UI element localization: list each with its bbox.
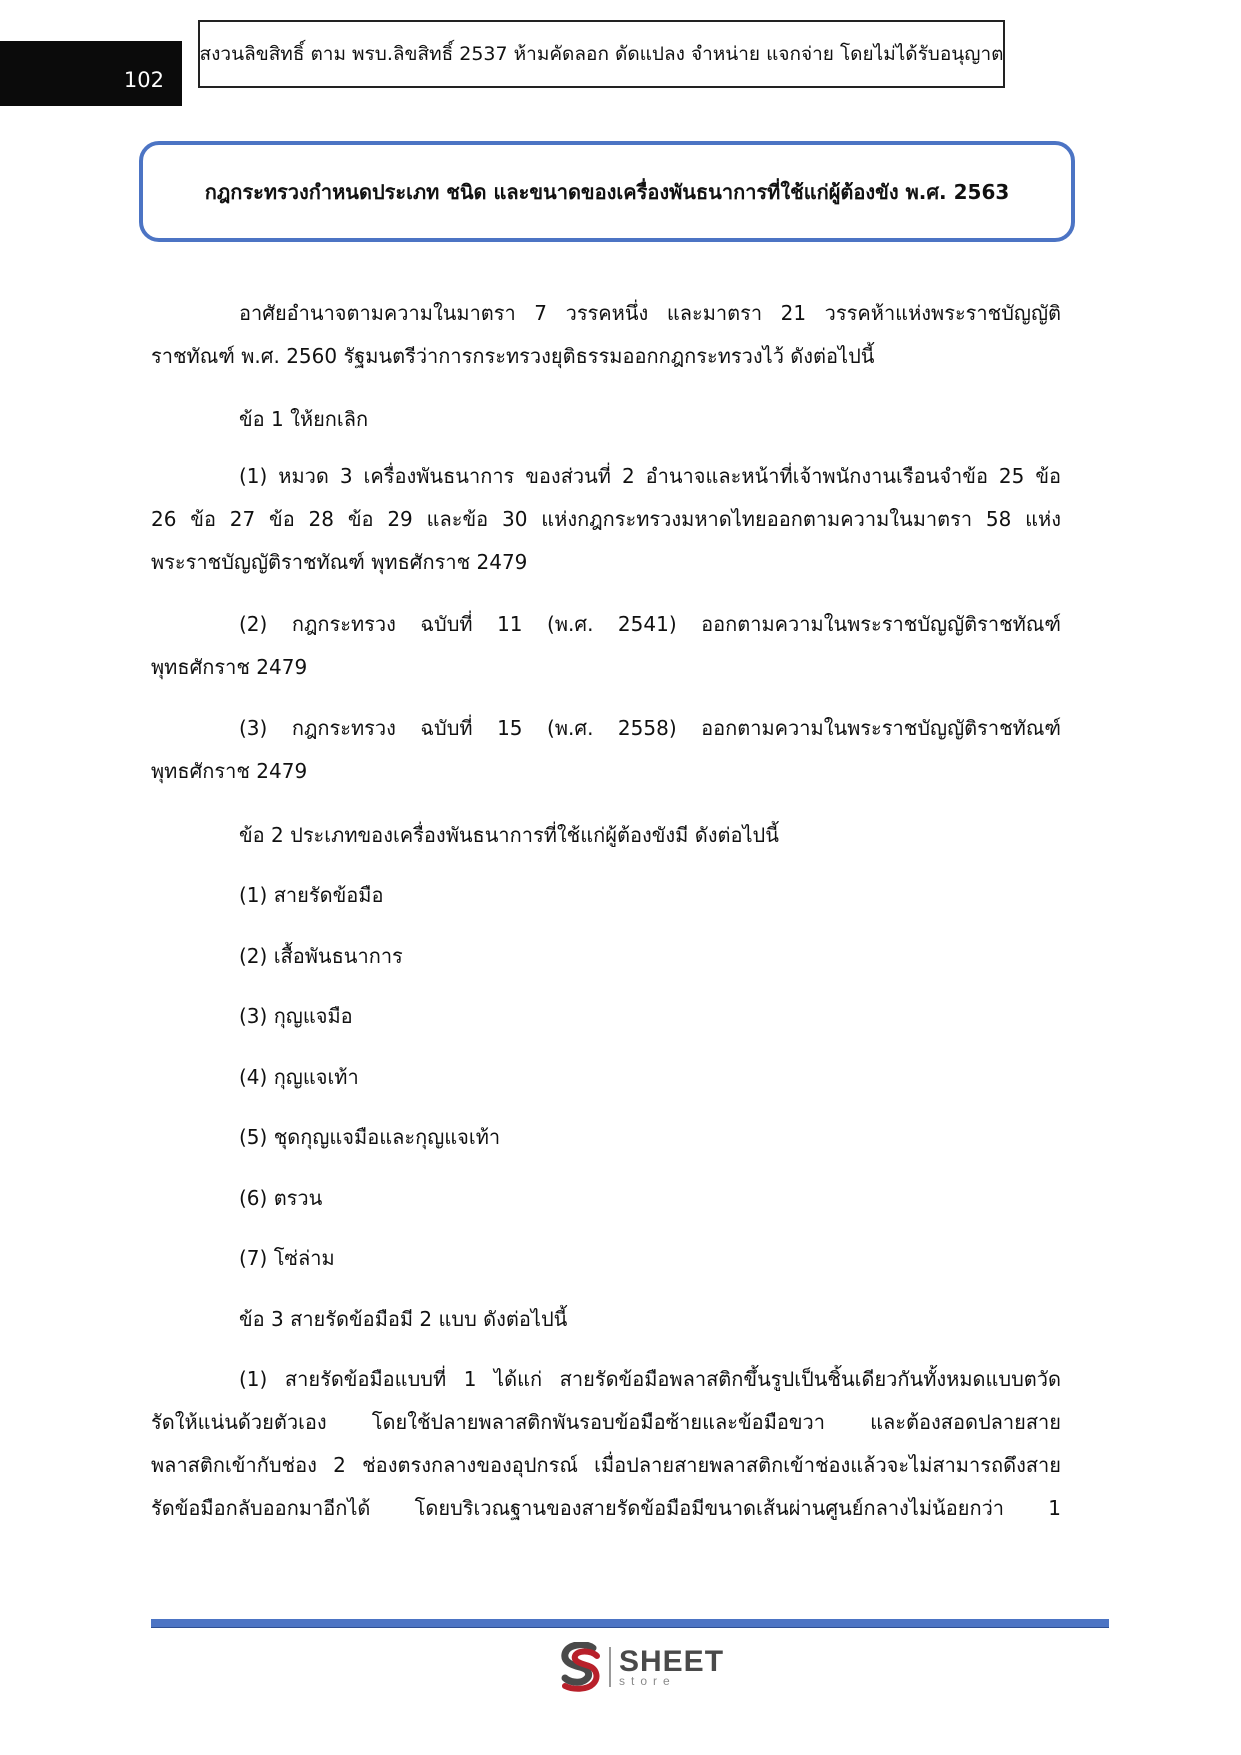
paragraph-clause-1-item-1 (151, 455, 1061, 584)
list-item-text: (3) กุญแจมือ (239, 1004, 353, 1028)
logo-wordmark: SHEET (619, 1645, 725, 1678)
text-line: พลาสติกเข้ากับช่อง 2 ช่องตรงกลางของอุปกรณ์ เมื่อปลายสายพลาสติกเข้าช่องแล้วจะไม่สามารถดึงสาย (151, 1453, 1061, 1477)
document-title: กฎกระทรวงกำหนดประเภท ชนิด และขนาดของเครื่องพันธนาการที่ใช้แก่ผู้ต้องขัง พ.ศ. 2563 (204, 179, 1010, 204)
page-number-box (0, 41, 182, 106)
footer-divider (151, 1619, 1109, 1628)
text-line: อาศัยอำนาจตามความในมาตรา 7 วรรคหนึ่ง และมาตรา 21 วรรคห้าแห่งพระราชบัญญัติ (239, 301, 1061, 325)
text-line: รัดข้อมือกลับออกมาอีกได้ โดยบริเวณฐานของสายรัดข้อมือมีขนาดเส้นผ่านศูนย์กลางไม่น้อยกว่า 1 (151, 1496, 1061, 1520)
list-item-text: (4) กุญแจเท้า (239, 1065, 359, 1089)
paragraph-clause-3 (151, 1298, 1061, 1341)
list-item-text: (5) ชุดกุญแจมือและกุญแจเท้า (239, 1125, 501, 1149)
text-line: (2) กฎกระทรวง ฉบับที่ 11 (พ.ศ. 2541) ออกตามความในพระราชบัญญัติราชทัณฑ์ (239, 612, 1061, 636)
copyright-text: สงวนลิขสิทธิ์ ตาม พรบ.ลิขสิทธิ์ 2537 ห้ามคัดลอก ดัดแปลง จำหน่าย แจกจ่าย โดยไม่ได้รับอนุญาต (199, 43, 1004, 65)
text-line: พระราชบัญญัติราชทัณฑ์ พุทธศักราช 2479 (151, 550, 528, 574)
list-item-text: (2) เสื้อพันธนาการ (239, 944, 403, 968)
sheet-store-s-icon (557, 1642, 603, 1692)
document-title-box (139, 141, 1075, 242)
text-line: พุทธศักราช 2479 (151, 759, 308, 783)
paragraph-clause-1-item-3 (151, 707, 1061, 793)
text-line: ราชทัณฑ์ พ.ศ. 2560 รัฐมนตรีว่าการกระทรวงยุติธรรมออกกฎกระทรวงไว้ ดังต่อไปนี้ (151, 344, 875, 368)
text-line: รัดให้แน่นด้วยตัวเอง โดยใช้ปลายพลาสติกพันรอบข้อมือซ้ายและข้อมือขวา และต้องสอดปลายสาย (151, 1410, 1061, 1434)
logo-text (619, 1647, 724, 1687)
list-item (151, 1116, 1061, 1159)
list-item-text: (6) ตรวน (239, 1186, 323, 1210)
list-item (151, 1237, 1061, 1280)
paragraph-preamble (151, 292, 1061, 378)
paragraph-clause-1-item-2 (151, 603, 1061, 689)
page-number: 102 (123, 68, 164, 92)
list-item-text: (1) สายรัดข้อมือ (239, 883, 384, 907)
text-line: ข้อ 3 สายรัดข้อมือมี 2 แบบ ดังต่อไปนี้ (239, 1307, 568, 1331)
logo-separator (609, 1647, 611, 1687)
list-item (151, 935, 1061, 978)
logo-subtext: store (619, 1674, 676, 1688)
text-line: (1) สายรัดข้อมือแบบที่ 1 ได้แก่ สายรัดข้อมือพลาสติกขึ้นรูปเป็นชิ้นเดียวกันทั้งหมดแบบตวัด (239, 1367, 1061, 1391)
list-item (151, 995, 1061, 1038)
list-item (151, 1177, 1061, 1220)
text-line: (1) หมวด 3 เครื่องพันธนาการ ของส่วนที่ 2 อำนาจและหน้าที่เจ้าพนักงานเรือนจำข้อ 25 ข้อ (239, 464, 1061, 488)
text-line: (3) กฎกระทรวง ฉบับที่ 15 (พ.ศ. 2558) ออกตามความในพระราชบัญญัติราชทัณฑ์ (239, 716, 1061, 740)
text-line: ข้อ 1 ให้ยกเลิก (239, 407, 369, 431)
list-item (151, 874, 1061, 917)
list-item-text: (7) โซ่ล่าม (239, 1246, 335, 1270)
text-line: 26 ข้อ 27 ข้อ 28 ข้อ 29 และข้อ 30 แห่งกฎกระทรวงมหาดไทยออกตามความในมาตรา 58 แห่ง (151, 507, 1061, 531)
paragraph-clause-2 (151, 814, 1061, 857)
paragraph-clause-3-item-1 (151, 1358, 1061, 1530)
copyright-banner (198, 20, 1005, 88)
sheet-store-logo (557, 1641, 724, 1693)
text-line: พุทธศักราช 2479 (151, 655, 308, 679)
list-item (151, 1056, 1061, 1099)
text-line: ข้อ 2 ประเภทของเครื่องพันธนาการที่ใช้แก่ผู้ต้องขังมี ดังต่อไปนี้ (239, 823, 779, 847)
paragraph-clause-1 (151, 398, 1061, 441)
